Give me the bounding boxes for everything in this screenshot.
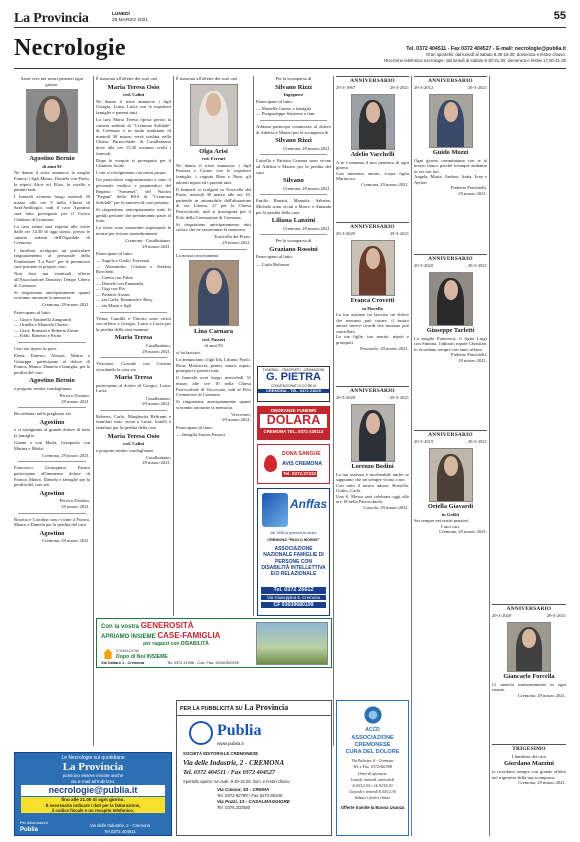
box-phone: Tel.0372.404511 xyxy=(104,829,136,834)
ad-headline xyxy=(101,621,194,631)
deceased-name: Lorenzo Bodini xyxy=(351,462,394,470)
contact-line-2: Orari sportello: dal lunedì al sabato 8.30-19.30; domenica e festivi chiuso. xyxy=(426,52,566,58)
notice-text: e ci stringiamo al grande dolore di tutta la famiglia. xyxy=(14,427,90,439)
anniversary-giuseppe xyxy=(414,254,487,365)
box-address: Via Pozzi, 13 - CASALMAGGIORE xyxy=(217,799,290,804)
deceased-name: Oriella Giavardi xyxy=(427,502,474,510)
ad-text: ONORANZE FUNEBRI xyxy=(270,408,317,413)
ad-text: APRIAMO INSIEME xyxy=(101,634,156,640)
box-text: Orari di apertura: xyxy=(357,771,388,776)
ad-brand: Anffas xyxy=(290,497,328,511)
deceased-subtitle: ved. Calini xyxy=(122,441,145,447)
list-item: — famiglia Sartori Passeri xyxy=(176,432,225,438)
list-item: — Eddo, Roberto e Paola xyxy=(14,333,62,339)
ad-brand: DOLARA xyxy=(260,414,327,427)
anniversary-label: ANNIVERSARIO xyxy=(414,254,487,263)
deceased-name: Silvano Rizzi xyxy=(275,137,312,145)
notice-text: Ne danno il triste annuncio: i figli Patrizia e Cesare con le rispettive famiglie, i cognati Rina e Nino, gli adorati nipoti ed i parenti tutti. xyxy=(176,162,251,185)
box-text: Sportello aperto: lun./sab. 8.30-19.30; dom. e festivi chiuso xyxy=(183,779,290,784)
box-text: fino alle 21.00 di ogni giorno. xyxy=(21,797,165,803)
box-phone: Tel. 0373 82789 / Fax 0373 80440 xyxy=(217,793,283,798)
place-date: Cremona, 29 marzo 2021. xyxy=(439,529,487,535)
notice-text: Per la scomparsa di xyxy=(275,76,312,81)
box-title: CURA DEL DOLORE xyxy=(345,749,400,755)
notice-text: È mancata all'affetto dei suoi cari xyxy=(96,76,158,81)
ad-text: dal 1958 la persona al centro xyxy=(270,531,317,535)
ad-text: DONA SANGUE xyxy=(282,451,321,457)
notice-text: Rosetta e Carolina sono vicine a Franca, Mauro e Daniela per la perdita del caro xyxy=(14,516,90,528)
anniversary-date: 29-3-2021 xyxy=(389,395,409,401)
box-title: ASSOCIAZIONE xyxy=(351,735,394,741)
intro-text: Sarai vivo nei nostri pensieri ogni giorno. xyxy=(20,76,84,87)
box-text: Le Necrologie sul quotidiano xyxy=(61,755,125,761)
drop-icon xyxy=(264,455,277,472)
place-date: Paderno Ponchielli, xyxy=(451,352,487,358)
house-logo-icon xyxy=(103,649,113,659)
list-item: — Cinzia con Fabio xyxy=(96,274,134,280)
notice-text: A te e mamma il mio pensiero di ogni giorno. xyxy=(336,159,409,171)
header-date: 29 MARZO 2021 xyxy=(112,18,148,23)
notice-text: Partecipano al lutto: xyxy=(176,425,213,431)
notice-text: Ciao zio ripeso in pace. xyxy=(14,345,58,351)
deceased-name: Silvano Rizzi xyxy=(275,83,312,91)
notice-text: e porgono sentite condoglianze. xyxy=(14,386,73,392)
place-date: 29 marzo 2021. xyxy=(222,239,251,245)
anniversary-date: 29-3-2021 xyxy=(546,613,566,619)
divider xyxy=(93,76,94,746)
list-item: — zia Maria e figli xyxy=(96,302,132,308)
deceased-age: di anni 92 xyxy=(42,163,62,169)
anniversary-guido xyxy=(414,76,487,199)
divider xyxy=(489,76,490,836)
notice-text: La nostra cara mamma xyxy=(176,252,218,258)
box-address: Via delle Industrie, 2 - Cremona xyxy=(89,823,151,828)
photo xyxy=(190,84,238,146)
notice-text: Dopo le esequie si proseguirà per il Cimitero locale. xyxy=(96,157,171,169)
notice-text: Angela, Maria, Andrea, Anita, Ivan e Ayrton. xyxy=(414,174,487,185)
anniversary-date: 29-3-2021 xyxy=(467,85,487,91)
notice-text: Non fiori ma eventuali offerte all'Associazione Donatori Tempo Libero di Cremona. xyxy=(14,271,90,288)
notice-text: Sei sempre nei nostri pensieri. xyxy=(414,518,470,524)
notice-text: Ne danno il triste annuncio la moglie Franca, i figli Mauro, Daniela con Paolo, le nipoti Alice ed Elisa, la sorella e parenti tutti. xyxy=(14,170,90,193)
notice-text: Partecipano al lutto: xyxy=(256,98,293,104)
list-item: — Alessandro, Cristina e Stefano Rocchetti xyxy=(96,263,171,275)
contact-line-1: Tel. 0372 404511 - Fax 0372 404527 - E-mail: necrologie@publia.it xyxy=(406,46,566,52)
box-text: Per informazioni: xyxy=(20,821,49,825)
photo xyxy=(429,94,473,148)
anniversary-date: 29-3-2020 xyxy=(414,263,434,269)
deceased-name: Agostino Bernio xyxy=(29,155,75,163)
publia-logo: Publia xyxy=(217,722,262,739)
notice-text: Francesco, Giuseppina, Fausto partecipano all'immenso dolore di Franca, Mauro, Daniela e famiglie per la perdita del caro zio xyxy=(14,465,90,488)
deceased-name: Giancarlo Forcella xyxy=(503,672,555,680)
anniversary-adelio xyxy=(336,76,409,189)
notice-text: Una S. Messa sarà celebrata oggi alle ore 18 nella Parrocchiale. xyxy=(336,493,409,505)
anniversary-date: 29-3-1967 xyxy=(336,85,356,91)
ad-dolara[interactable] xyxy=(257,406,330,440)
box-brand: La Provincia xyxy=(244,703,289,712)
notice-text: Con immenso amore, vostra figlia Mariuccia. xyxy=(336,170,409,182)
place-date: Cremona, 29 marzo 2021. xyxy=(361,181,409,187)
list-item: — Gissi, Romano e Roberta Zavan xyxy=(14,327,79,333)
anniversary-label: ANNIVERSARIO xyxy=(336,222,409,231)
anniversary-date: 29-3-2020 xyxy=(492,613,512,619)
ad-text: CONVENZIONATI S.CO.RE.M xyxy=(271,383,316,388)
brand-logo: La Provincia xyxy=(14,11,89,26)
deceased-name: Graziano Rossini xyxy=(269,245,318,253)
anniversary-label: ANNIVERSARIO xyxy=(414,430,487,439)
place-date: Persico Dosimo, xyxy=(59,498,90,504)
notice-text: Partecipano al lutto: xyxy=(256,254,293,260)
photo xyxy=(26,89,78,153)
ad-text: CREMONA xyxy=(263,428,287,434)
ad-pietra[interactable] xyxy=(257,366,330,402)
divider xyxy=(411,76,412,836)
ad-case-famiglia[interactable] xyxy=(96,618,332,668)
box-title-row xyxy=(177,701,331,716)
ad-text: per ragazzi con DISABILITÀ xyxy=(143,641,209,647)
box-address: Via delle Industrie, 2 - CREMONA xyxy=(183,759,285,767)
notice-text: La moglie Francesca, il figlio Luigi con Simona, l'adorato nipote Christian, lo ricordano sempre con tanto affetto. xyxy=(414,335,487,352)
info-box-advertising xyxy=(176,700,332,836)
notice-text: Vilma, Camilla e Vittorio sono vicini con affetto a Giorgio, Luisa e Lucia per la perdita della cara mamma xyxy=(96,315,171,332)
place-date: Cremona, 29 marzo 2021. xyxy=(283,185,331,191)
column-3 xyxy=(176,76,251,616)
place-date: Casalbuttano, xyxy=(145,395,171,401)
deceased-name: Agostino xyxy=(39,489,65,497)
box-brand: La Provincia xyxy=(62,761,124,774)
ad-anffas[interactable] xyxy=(257,488,330,616)
place-date: 29 marzo 2021. xyxy=(142,348,171,354)
box-phone: Tel. 0372 404511 / Fax 0372 404527 xyxy=(183,769,276,776)
deceased-name: Giuseppe Tarletti xyxy=(426,326,475,334)
ad-text: CF 93039680199 xyxy=(261,602,326,608)
notice-text: Le tue figlie, tuo marito, nipoti e pronipoti. xyxy=(336,334,409,346)
box-brand: ACCD xyxy=(365,727,380,733)
deceased-name: Maria Teresa xyxy=(114,374,153,382)
place-date: Cremona, 29 marzo 2021. xyxy=(42,452,90,458)
page-number: 55 xyxy=(553,10,566,22)
place-date: Persico Dosimo, xyxy=(59,393,90,399)
box-title: PER LA PUBBLICITÀ SU xyxy=(180,706,243,712)
photo xyxy=(351,94,395,150)
notice-text: Emilio Bonatti, Manuela, Sabrina, Michele sono vicini a Marco e Amanda per la perdita della cara xyxy=(256,198,331,215)
place-date: 29 marzo 2021. xyxy=(142,401,171,407)
box-text: il codice fiscale e un recapito telefonico. xyxy=(21,808,165,813)
anniversary-franca xyxy=(336,222,409,353)
ad-brand: Dopo di Noi INSIEME xyxy=(116,654,168,660)
notice-text: Ogni giorno camminiamo con te al nostro fianco perché ovunque andiamo tu sei con noi. xyxy=(414,157,487,174)
place-date: Cremona, 29 marzo 2021. xyxy=(518,780,566,786)
ad-text: Con la vostra xyxy=(101,624,140,630)
photo xyxy=(189,260,239,326)
ad-phone: Tel. 0372 26612 xyxy=(261,587,326,594)
list-item: — Piergiuseppe Savarese e fam. xyxy=(256,111,316,117)
notice-text: Per la scomparsa di xyxy=(275,238,312,244)
list-item: — Mariella Caruso e famiglia xyxy=(256,105,312,111)
deceased-subtitle: ved. Ferrari xyxy=(201,156,226,162)
notice-text: Si ringraziano anticipatamente quanti vorranno onorarne la memoria. xyxy=(176,399,251,410)
place-date: Vescovato, xyxy=(230,411,251,417)
column-1 xyxy=(14,76,90,748)
place-date: Gussola, 29 marzo 2021. xyxy=(363,505,409,511)
notice-text: Partecipano al lutto: xyxy=(14,309,51,315)
notice-text: La tua assenza ha lasciato un dolore che nessuno può curare, il nostro amore invece ricordi che nessuno può cancellare. xyxy=(336,312,409,334)
ad-brand: AVIS CREMONA xyxy=(282,461,322,467)
box-text: via e-mail all'indirizzo: xyxy=(70,778,116,784)
deceased-name: Olga Arisi xyxy=(199,147,228,155)
divider xyxy=(14,68,566,69)
place-date: 29 marzo 2021. xyxy=(222,417,251,423)
notice-text: Luisella e Patrizia Granata sono vicine ad Adelisa e Matteo per la perdita del caro xyxy=(256,158,331,175)
box-address: Via Cavour, 53 - CREMA xyxy=(217,787,270,792)
anniversary-label: ANNIVERSARIO xyxy=(336,76,409,85)
place-date: Casalbuttano, xyxy=(145,454,171,460)
anniversary-label: TRIGESIMO xyxy=(492,744,566,753)
notice-text: Elena, Ernesto, Alessia, Mattia e Giuseppe, partecipano al dolore di Franca, Mauro, Daniela e famiglia, per la perdita del caro xyxy=(14,353,90,375)
box-address: Via Palestro, 6 - Cremona xyxy=(351,758,394,763)
ad-address: Via Giuseppina 5, Cremona xyxy=(261,595,326,600)
ad-phone: CREMONA - TEL. 0372 21629 xyxy=(258,389,329,394)
notice-text: lo ricordano sempre con grande affetto nel trigesimo della sua scomparsa. xyxy=(492,769,566,780)
notice-text: Ci manchi immensamente in ogni istante. xyxy=(492,681,566,693)
ad-photo xyxy=(256,622,328,665)
deceased-name: Giordano Mazzini xyxy=(504,760,554,768)
page-title: Necrologie xyxy=(14,35,126,61)
notice-text: Adriana partecipa commossa al dolore di Adelisa e Matteo per la scomparsa di xyxy=(256,124,331,135)
anniversary-label: ANNIVERSARIO xyxy=(492,604,566,613)
deceased-name: Lina Carnara xyxy=(193,328,233,336)
place-date: Cremona, 29 marzo 2021. xyxy=(42,302,90,308)
list-item: — Gina e Antonella Zangrandi xyxy=(14,316,71,322)
anniversary-date: 29-3-2020 xyxy=(336,395,356,401)
deceased-name: Franca Crovetti xyxy=(350,296,395,304)
photo xyxy=(429,272,473,326)
place-date: 29 marzo 2021. xyxy=(458,191,487,197)
place-date: Cremona, 29 marzo 2021. xyxy=(518,692,566,698)
list-item: — Gigi con Pia xyxy=(96,286,125,292)
place-date: 29 marzo 2021. xyxy=(61,504,90,509)
deceased-name: Liliana Lanzini xyxy=(271,217,316,225)
photo xyxy=(429,448,473,502)
box-text: Lunedì, martedì, mercoledì xyxy=(350,777,395,782)
box-text: Offerte tramite la Buona Usanza xyxy=(340,805,405,810)
deceased-name: Adelio Vacchelli xyxy=(350,150,395,158)
column-4 xyxy=(256,76,331,366)
list-item: — Ornella e Manuela Chezzi xyxy=(14,322,68,328)
notice-text: e porgono sentite condoglianze. xyxy=(96,447,155,453)
deceased-subtitle: in Gobbi xyxy=(441,511,460,517)
list-item: — Daniele con Emanuela xyxy=(96,280,144,286)
ad-text: CREMONA "PAOLO MORSE" xyxy=(267,538,320,542)
notice-text: Lo annunciano i figli Ida, Liliana, Paolo, Rosa, Mariuccia, generi, nuora, nipoti, pronipoti e parenti tutti. xyxy=(176,357,251,374)
deceased-subtitle: in Pincella xyxy=(362,305,383,311)
deceased-subtitle: ved. Passeri xyxy=(201,336,226,342)
family-logo-icon xyxy=(262,493,288,527)
anniversary-date: 29-3-2019 xyxy=(414,439,434,445)
notice-text: Gianni e con Marta, Gianpaolo con Marina e Mirko. xyxy=(14,440,90,451)
ad-text: FUNERALI - TRASPORTI - CREMAZIONI xyxy=(262,368,325,372)
notice-text: Vincenzo, Corrado con Cristine ricordando la cara zia xyxy=(96,361,171,372)
deceased-name: Agostino xyxy=(39,529,65,537)
notice-text: La cara Maria Teresa riposa presso la camera ardente di "Cremona Solidale" di Cremona e in tarda mattinata di martedì 30 marzo verrà traslata nella Chiesa Parrocchiale di Casalbuttano dove alle ore 15,30 avranno svolti i funerali. xyxy=(96,117,171,156)
deceased-name: Agostino Bernio xyxy=(29,377,75,385)
notice-text: Il funerale avrà luogo mercoledì 31 marzo alle ore 10 nella Chiesa Parrocchiale di Vescovato, indi al Polo Crematorio di Cremona. xyxy=(176,375,251,398)
list-item: — zia Carla, Emanuela e Rosy xyxy=(96,297,153,303)
anniversary-date: 29-3-2021 xyxy=(389,85,409,91)
place-date: Cremona, 29 marzo 2021. xyxy=(283,145,331,151)
anniversary-date: 29-3-2020 xyxy=(336,231,356,237)
notice-text: Il funerale si svolgerà in Torricella del Pizzo, martedì 30 marzo alle ore 10, partendo in automobile dall'abitazione di via Liberta, 27 per la Chiesa Parrocchiale, indi si proseguirà per il Polo della Cremazione di Cremona. xyxy=(176,186,251,220)
photo xyxy=(351,240,395,296)
deceased-name: Maria Teresa xyxy=(114,334,153,342)
anniversary-lorenzo xyxy=(336,386,409,513)
contact-info xyxy=(300,46,566,63)
box-text: possono essere inviate anche xyxy=(62,773,124,779)
place-date: Pescarolo, 29 marzo 2021. xyxy=(360,345,409,351)
trigesimo-giordano xyxy=(492,744,566,788)
website-link[interactable]: www.publia.it xyxy=(217,741,244,746)
notice-text: I funerali avranno luogo martedì 30 marzo alle ore 9 nella Chiesa di Sant'Ambrogio, indi il caro Agostino sarà fatto proseguire per il Civico Cimitero di Cremona. xyxy=(14,194,90,222)
photo xyxy=(507,622,551,672)
list-item: — Palmiro Arzani xyxy=(96,291,130,297)
divider xyxy=(333,76,334,746)
anniversary-date: 29-3-2021 xyxy=(389,231,409,237)
info-box-accd xyxy=(336,700,409,836)
ad-phone: Tel. 0372.21956 - Cod. Fisc. 92042300199 xyxy=(167,661,239,665)
place-date: 29 marzo 2021. xyxy=(458,357,487,363)
deceased-name: Maria Teresa Osio xyxy=(107,83,160,91)
anniversary-date: 29-3-2012 xyxy=(414,85,434,91)
email-link[interactable]: necrologie@publia.it xyxy=(21,785,165,796)
ad-avis[interactable] xyxy=(257,444,330,484)
anniversary-date: 29-3-2021 xyxy=(467,439,487,445)
notice-text: I cari si rivolgeranno con mesti propri. xyxy=(96,170,167,176)
ad-phone-row xyxy=(257,429,330,434)
publia-logo: Publia xyxy=(20,827,39,833)
ad-address: Via Cattaro 1 - Cremona xyxy=(101,661,144,665)
place-date: Paderno Ponchielli, xyxy=(451,185,487,191)
place-date: 29 marzo 2021. xyxy=(61,398,90,404)
header-day: LUNEDÌ xyxy=(112,12,130,17)
column-2 xyxy=(96,76,171,616)
ad-phone: TEL. 0372 430112 xyxy=(287,428,324,434)
place-date: Cremona - Casalbuttano, xyxy=(125,237,171,243)
anniversary-giancarlo xyxy=(492,604,566,700)
publia-logo-icon xyxy=(189,721,213,745)
box-text: 8,30/12,30 e 14,30/18,30 xyxy=(352,783,393,788)
notice-text: I familiari rivolgono un particolare ringraziamento al personale della Fondazione "La Pace" per le premurose cure prestate al proprio caro. xyxy=(14,247,90,270)
deceased-subtitle: Ingegnere xyxy=(283,92,304,98)
notice-text: Un particolare ringraziamento a tutto il personale medico e paramedico del Reparto "Somenzi", del Nucleo "Pagani" della RSA di "Cremona Solidale" per le amorevoli cure prestate. xyxy=(96,177,171,205)
info-box-email xyxy=(14,752,172,836)
notice-text: Si ringraziano anticipatamente tutti coloro che ne onoreranno la memoria. xyxy=(176,221,251,233)
ad-text: ASSOCIAZIONE NAZIONALE FAMIGLIE DI PERSONE CON DISABILITÀ INTELLETTIVA E/O RELAZIONALE xyxy=(261,546,326,577)
deceased-age: di anni 93 xyxy=(204,343,223,349)
ad-brand: G. PIETRA xyxy=(265,371,321,384)
place-date: Cremona, 29 marzo 2021. xyxy=(283,225,331,231)
notice-text: Con tutto il nostro amore, Rossella, Giulio, Carlo. xyxy=(336,482,409,494)
photo xyxy=(351,404,395,462)
box-text: È necessario indicare i dati per la fatturazione, xyxy=(21,803,165,808)
notice-text: Si ringraziano anticipatamente quanti vorranno onorarne la memoria. xyxy=(14,289,90,301)
ad-text: GENEROSITÀ xyxy=(140,621,194,630)
contact-line-3: Ricezione telefonica necrologie: dal lunedì al sabato 8.30-21.30; domenica e festivi 17.00-21.30 xyxy=(384,57,566,63)
place-date: 29 marzo 2021. xyxy=(142,243,171,249)
deceased-name: Guido Mozzi xyxy=(432,148,469,156)
notice-text: Ne danno il triste annuncio i figli Giorgio, Luisa, Lucia con le rispettive famiglie e parenti tutti. xyxy=(96,98,171,115)
anniversary-label: ANNIVERSARIO xyxy=(414,76,487,85)
box-phone: Tel. 0375 202560 xyxy=(217,805,251,810)
divider xyxy=(253,76,254,616)
anniversary-label: ANNIVERSARIO xyxy=(336,386,409,395)
deceased-name: Agostino xyxy=(39,418,65,426)
notice-text: I tuoi cari. xyxy=(440,523,460,529)
box-text: Giovedì e venerdì 8,30/12,30 xyxy=(349,789,396,794)
ad-text: FONDAZIONE xyxy=(116,649,140,653)
deceased-name: Silvano xyxy=(283,177,304,185)
box-text: Sabato e festivi chiuso xyxy=(354,795,391,800)
divider xyxy=(173,76,174,616)
masthead xyxy=(14,8,566,28)
box-text: SOCIETÀ EDITORIALE CREMONESE xyxy=(183,751,259,756)
ad-phone: Tel. 0372.27232 xyxy=(283,471,317,476)
anniversary-date: 29-3-2021 xyxy=(467,263,487,269)
list-item: — Carlo Beltrami xyxy=(256,261,290,267)
notice-text: I familiari del caro xyxy=(511,753,547,759)
notice-text: La cara salma sarà esposta alle visite dalle ore 14,30 di oggi stesso, presso le camere ardenti dell'Ospedale di Cremona. xyxy=(14,223,90,246)
notice-text: È mancata all'affetto dei suoi cari xyxy=(176,76,238,81)
place-date: Cremona, 29 marzo 2021. xyxy=(42,538,90,544)
box-phone: Tel. e Fax. 0372/461598 xyxy=(353,764,392,769)
place-date: 29 marzo 2021. xyxy=(142,460,171,466)
notice-text: La tua assenza è incolmabile anche se sappiamo che sei sempre vicino a noi. xyxy=(336,471,409,483)
box-title: CREMONESE xyxy=(354,742,391,748)
place-date: Casalbuttano, xyxy=(145,342,171,348)
deceased-name: Maria Teresa Osio xyxy=(107,432,160,440)
accd-logo-icon xyxy=(363,705,383,725)
notice-text: ci ha lasciato. xyxy=(176,349,202,355)
notice-text: Roberta, Carlo, Margherita Beltrami e familiari sono vicini a Luisa, fratelli e familiari per la perdita della cara xyxy=(96,413,171,430)
list-item: — Angela e Giulio Torresani xyxy=(96,258,150,264)
notice-text: Partecipano al lutto: xyxy=(96,251,133,257)
notice-text: Le visite sono consentite rispettando le norme per evitare assembramenti. xyxy=(96,225,171,236)
anniversary-oriella xyxy=(414,430,487,537)
place-date: Torricella del Pizzo, xyxy=(213,234,251,240)
notice-text: partecipano al dolore di Giorgio, Luisa, Lucia. xyxy=(96,382,171,394)
notice-text: Si ringraziano anticipatamente tutte le gentili persone che prenderanno parte al lutto. xyxy=(96,206,171,224)
deceased-subtitle: ved. Calini xyxy=(122,92,145,98)
notice-text: Ricordiamo nella preghiera zio xyxy=(14,411,72,417)
ad-text: CASE-FAMIGLIA xyxy=(157,631,221,640)
ad-headline xyxy=(101,631,220,641)
